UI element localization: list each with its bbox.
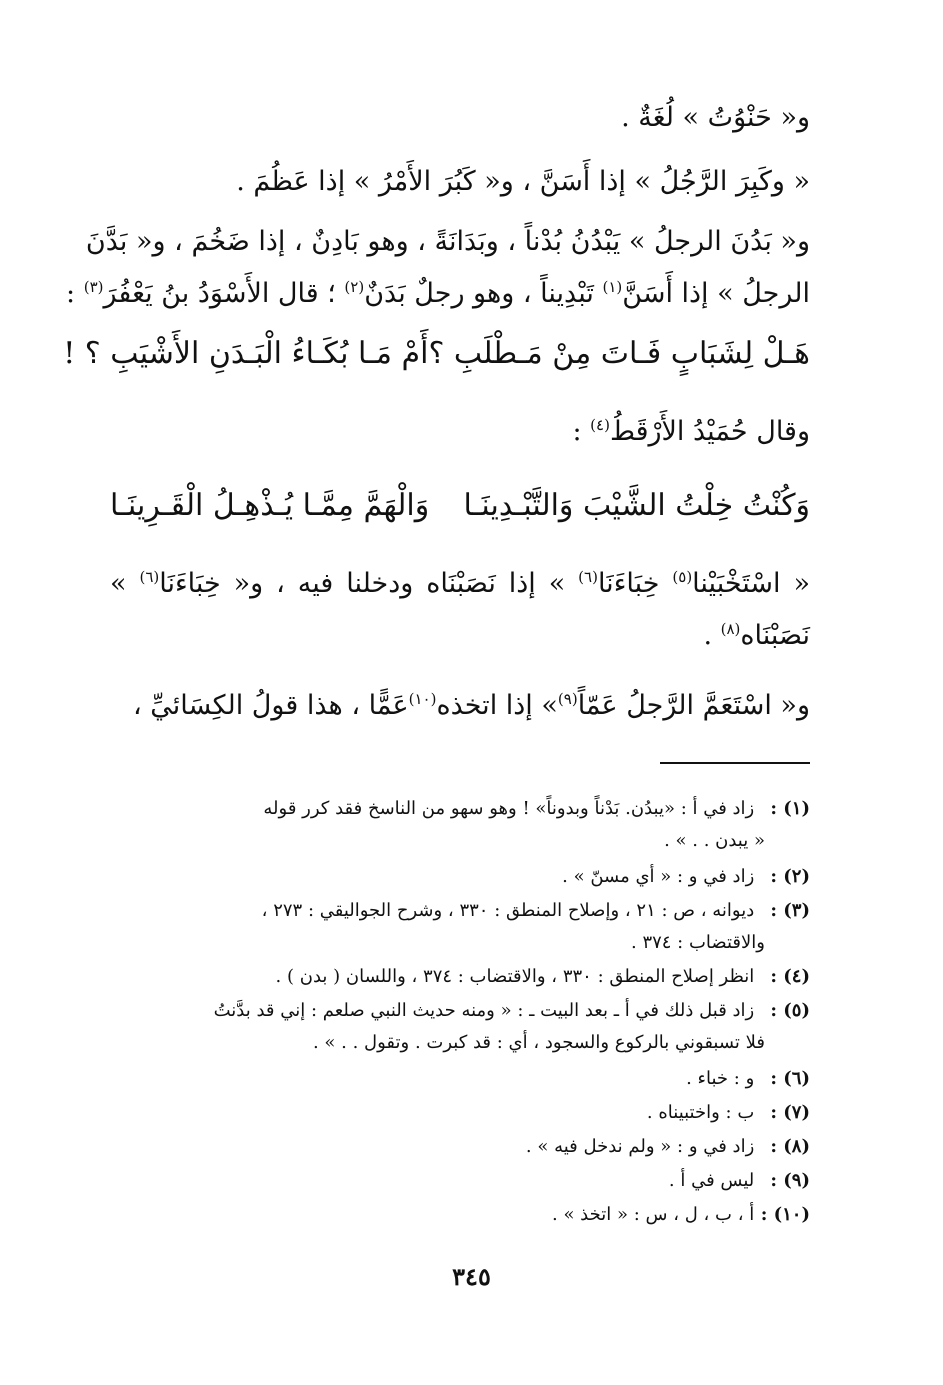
footnote-text: زاد قبل ذلك في أ ـ بعد البيت ـ : « ومنه حديث النبي صلعم : إني قد بدَّنتُ <box>213 1000 755 1021</box>
verse-hemistich-second: وَالْهَمَّ مِمَّـا يُـذْهِـلُ الْقَـرِينَـا <box>110 488 430 523</box>
footnote-ref[interactable]: (١) <box>602 278 623 296</box>
text-line-3 <box>85 222 810 262</box>
footnote-3 <box>110 898 810 924</box>
verse-hemistich-first: هَـلْ لِشَبَابٍ فَـاتَ مِنْ مَـطْلَبِ ؟ <box>428 336 810 371</box>
footnote-text: انظر إصلاح المنطق : ٣٣٠ ، والاقتضاب : ٣٧٤ ، واللسان ( بدن ) . <box>275 966 755 987</box>
text-line-5 <box>110 412 810 452</box>
footnote-1-continued <box>110 828 765 854</box>
footnote-text: فلا تسبقوني بالركوع والسجود ، أي : قد كبرت . وتقول . . » . <box>312 1032 765 1053</box>
footnote-ref[interactable]: (٨) <box>720 620 741 638</box>
text-segment: الرجلُ » إذا أَسَنَّ <box>622 278 810 309</box>
text-segment: و« اسْتَعَمَّ الرَّجلُ عَمّاً <box>577 690 810 721</box>
footnote-text: « يبدن . . » . <box>664 830 765 851</box>
text-line-2 <box>110 162 810 202</box>
footnote-number: (١) : <box>770 798 810 819</box>
footnote-text: والاقتضاب : ٣٧٤ . <box>630 932 765 953</box>
footnote-ref[interactable]: (٢) <box>344 278 365 296</box>
footnote-7 <box>110 1100 810 1126</box>
footnote-text: زاد في أ : «يبدُن. بَدْناً وبدوناً» ! وهو سهو من الناسخ فقد كرر قوله <box>263 798 755 819</box>
text-segment: و« بَدُنَ الرجلُ » يَبْدُنُ بُدْناً ، وبَدَانَةً ، وهو بَادِنٌ ، إذا ضَخُمَ ، و« بَدَّنَ <box>85 226 810 257</box>
footnote-4 <box>110 964 810 990</box>
footnote-text: ديوانه ، ص : ٢١ ، وإصلاح المنطق : ٣٣٠ ، وشرح الجواليقي : ٢٧٣ ، <box>261 900 755 921</box>
text-segment: خِبَاءَنَا <box>597 568 673 599</box>
text-segment: » إذا اتخذه <box>436 690 558 721</box>
footnote-text: زاد في و : « أي مسنّ » . <box>562 866 755 887</box>
footnote-ref[interactable]: (٣) <box>83 278 104 296</box>
text-segment: نَصَبْنَاه <box>740 620 810 651</box>
text-line-6 <box>110 564 810 604</box>
text-segment: . <box>703 620 721 651</box>
footnote-ref[interactable]: (٦) <box>139 568 160 586</box>
text-segment: « وكَبِرَ الرَّجُلُ » إذا أَسَنَّ ، و« كَبُرَ الأَمْرُ » إذا عَظُمَ . <box>236 166 810 197</box>
footnote-2 <box>110 864 810 890</box>
footnote-number: (٤) : <box>770 966 810 987</box>
footnote-number: (٣) : <box>770 900 810 921</box>
footnote-text: زاد في و : « ولم ندخل فيه » . <box>525 1136 755 1157</box>
text-segment: » إذا نَصَبْنَاه ودخلنا فيه ، و« خِبَاءَنَا <box>159 568 579 599</box>
footnote-ref[interactable]: (١٠) <box>408 690 437 708</box>
text-line-8 <box>110 686 810 726</box>
poetry-verse-1 <box>63 332 810 376</box>
text-line-7 <box>110 616 810 656</box>
verse-hemistich-second: أَمْ مَـا بُكَـاءُ الْبَـدَنِ الأَشْيَبِ ؟ ! <box>63 336 429 371</box>
text-segment: تَبْدِيناً ، وهو رجلٌ بَدَنٌ <box>364 278 603 309</box>
footnote-number: (٩) : <box>770 1170 810 1191</box>
footnote-text: ب : واختبيناه . <box>646 1102 755 1123</box>
footnote-number: (١٠) : <box>760 1204 810 1225</box>
footnote-text: و : خباء . <box>686 1068 755 1089</box>
footnote-ref[interactable]: (٦) <box>578 568 598 586</box>
footnote-8 <box>110 1134 810 1160</box>
footnote-5-continued <box>110 1030 765 1056</box>
footnote-9 <box>110 1168 810 1194</box>
footnote-number: (٨) : <box>770 1136 810 1157</box>
text-line-1 <box>110 98 810 138</box>
footnote-number: (٦) : <box>770 1068 810 1089</box>
footnote-number: (٥) : <box>770 1000 810 1021</box>
text-segment: وقال حُمَيْدُ الأَرْقَطُ <box>609 416 810 447</box>
verse-hemistich-first: وَكُنْتُ خِلْتُ الشَّيْبَ وَالتَّبْـدِينَـا <box>463 488 810 523</box>
footnote-3-continued <box>110 930 765 956</box>
footnote-separator <box>660 762 810 764</box>
footnote-6 <box>110 1066 810 1092</box>
text-segment: : <box>572 416 591 447</box>
text-segment: « اسْتَخْبَيْنا <box>692 568 810 599</box>
text-segment: ؛ قال الأَسْوَدُ بنُ يَعْفُرَ <box>103 278 345 309</box>
footnote-number: (٢) : <box>770 866 810 887</box>
footnote-10 <box>110 1202 810 1228</box>
footnote-number: (٧) : <box>770 1102 810 1123</box>
poetry-verse-2 <box>110 484 810 528</box>
page-number: ٣٤٥ <box>452 1262 491 1291</box>
text-segment: » <box>110 568 140 599</box>
footnote-text: أ ، ب ، ل ، س : « اتخذ » . <box>552 1204 755 1225</box>
footnote-text: ليس في أ . <box>668 1170 755 1191</box>
text-line-4 <box>66 274 810 314</box>
footnote-ref[interactable]: (٥) <box>672 568 693 586</box>
footnote-5 <box>110 998 810 1024</box>
text-segment: : <box>66 278 84 309</box>
text-segment: و« حَنْوُتُ » لُغَةٌ . <box>621 102 810 133</box>
footnote-ref[interactable]: (٩) <box>557 690 578 708</box>
text-segment: عَمًّا ، هذا قولُ الكِسَائيِّ ، <box>132 690 409 721</box>
footnote-1 <box>110 796 810 822</box>
footnote-ref[interactable]: (٤) <box>590 416 610 434</box>
